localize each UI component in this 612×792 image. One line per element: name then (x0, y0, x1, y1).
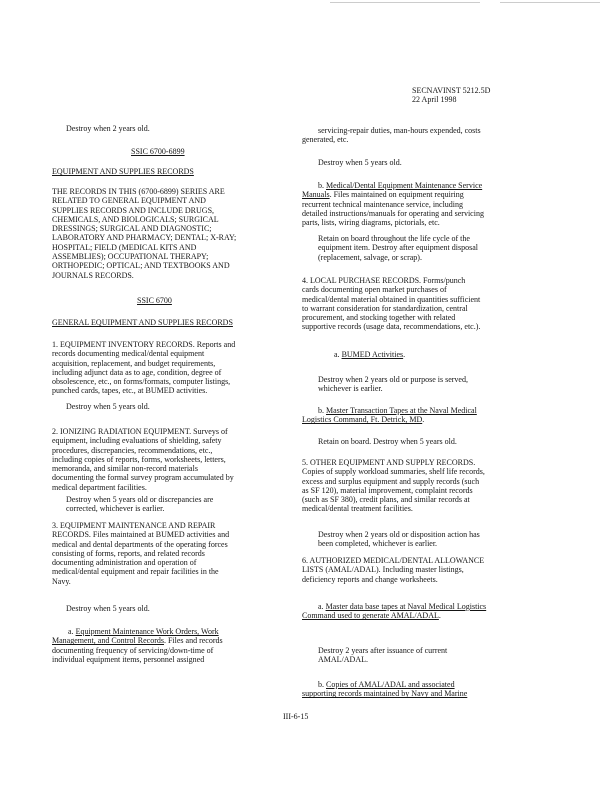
page-number: III-6-15 (283, 712, 309, 721)
underlined-text: supporting records maintained by Navy and Marine (302, 689, 468, 699)
underlined-text: Equipment Maintenance Work Orders, Work (75, 627, 219, 636)
text: a. (68, 627, 76, 636)
text-line (302, 495, 485, 504)
text-line (302, 565, 484, 574)
text: Copies of supply workload summaries, shelf life records, (302, 467, 485, 477)
text: (replacement, salvage, or scrap). (318, 252, 422, 262)
text: parts, lists, wiring diagrams, pictorials, etc. (302, 218, 440, 228)
text-line (302, 285, 480, 294)
text-line (52, 473, 234, 482)
disposition-text (66, 604, 150, 613)
text: LISTS (AMAL/ADAL). Including master listings, (302, 565, 464, 575)
underlined-text: Management, and Control Records (52, 636, 164, 646)
text-line (302, 689, 467, 698)
text: ASSEMBLIES); OCCUPATIONAL THERAPY; (52, 252, 209, 262)
text-line (52, 646, 223, 655)
text-line (302, 218, 484, 227)
underlined-text: BUMED Activities (341, 350, 404, 359)
series-description (52, 187, 236, 280)
text: documenting administration and operation of (52, 558, 197, 568)
text: Destroy when 5 years old. (66, 402, 150, 411)
text-line (52, 521, 229, 530)
item-6a (302, 602, 486, 621)
text: Navy. (52, 576, 71, 586)
text: SUPPLIES RECORDS AND INCLUDE DRUGS, (52, 205, 215, 215)
text: medical/dental equipment and repair facilities in the (52, 567, 219, 577)
text: . Files maintained on equipment requiring (329, 190, 464, 200)
text-line (52, 436, 234, 445)
disposition-text (66, 402, 150, 411)
underlined-text: EQUIPMENT AND SUPPLIES RECORDS (52, 167, 194, 176)
item-4 (302, 276, 480, 332)
item-4a (318, 350, 405, 359)
text: Destroy when 2 years old or purpose is served, (318, 375, 468, 384)
doc-date: 22 April 1998 (412, 95, 457, 105)
text-line (52, 243, 236, 252)
text-line (302, 190, 484, 199)
underlined-text: Master Transaction Tapes at the Naval Medical (326, 406, 477, 415)
text: 6. AUTHORIZED MEDICAL/DENTAL ALLOWANCE (302, 556, 485, 565)
text-line (52, 483, 234, 492)
text: AMAL/ADAL. (318, 655, 368, 665)
text: b. (318, 181, 326, 190)
text-line (52, 261, 236, 270)
text: . (438, 611, 441, 621)
text-line (52, 196, 236, 205)
text-line (318, 655, 447, 664)
text-line (52, 627, 223, 636)
text: including copies of reports, forms, worksheets, letters, (52, 454, 226, 464)
text-line (52, 271, 236, 280)
text-line (318, 530, 480, 539)
text-line (52, 349, 235, 358)
text: memoranda, and similar non-record materials (52, 464, 198, 474)
text: as SF 120), material improvement, complaint records (302, 485, 473, 495)
item-3a (52, 627, 223, 664)
item-5 (302, 458, 485, 514)
text: medical department facilities. (52, 482, 147, 492)
scan-edge-line (500, 2, 600, 3)
underlined-text: Master data base tapes at Naval Medical Logistics (325, 602, 487, 611)
text: procedures, discrepancies, recommendations, etc., (52, 445, 213, 455)
text: equipment, including evaluations of shielding, safety (52, 436, 222, 446)
text-line (52, 549, 229, 558)
text: recurrent technical maintenance service, including (302, 199, 464, 209)
underlined-text: SSIC 6700-6899 (131, 147, 185, 156)
underlined-text: Command used to generate AMAL/ADAL (302, 611, 439, 621)
text-line (318, 234, 478, 243)
section-code (131, 147, 185, 156)
text: been completed, whichever is earlier. (318, 539, 438, 549)
text-line (318, 253, 478, 262)
text: Retain on board throughout the life cycle of the (318, 234, 470, 243)
item-6 (302, 556, 484, 584)
text: ORTHOPEDIC; OPTICAL; AND TEXTBOOKS AND (52, 261, 230, 271)
underlined-text: Medical/Dental Equipment Maintenance Service (326, 181, 483, 190)
disposition-text (318, 158, 402, 167)
text: RECORDS. Files maintained at BUMED activities and (52, 530, 230, 540)
text-line (52, 187, 236, 196)
text-line (52, 359, 235, 368)
text-line (302, 458, 485, 467)
text: procurement, and stocking together with related (302, 313, 456, 323)
text: punched cards, tapes, etc., at BUMED activities. (52, 386, 208, 396)
text-line (302, 486, 485, 495)
text: documenting the formal survey program accumulated by (52, 473, 234, 483)
text: deficiency reports and change worksheets. (302, 574, 438, 584)
text: b. (318, 406, 326, 415)
text: a. (318, 602, 326, 611)
text: obsolescence, etc., on forms/formats, computer listings, (52, 377, 231, 387)
text-line (52, 655, 223, 664)
text-line (302, 504, 485, 513)
text: RELATED TO GENERAL EQUIPMENT AND (52, 196, 206, 206)
text: medical and dental departments of the operating forces (52, 539, 228, 549)
text-line (66, 604, 150, 613)
text-line (302, 209, 484, 218)
text: 1. EQUIPMENT INVENTORY RECORDS. Reports and (52, 340, 236, 349)
text: corrected, whichever is earlier. (66, 504, 165, 514)
text-line (52, 558, 229, 567)
text: Destroy when 5 years old. (318, 158, 402, 167)
text-line (52, 340, 235, 349)
underlined-text: SSIC 6700 (137, 296, 172, 305)
text-line (302, 200, 484, 209)
text-line (66, 402, 150, 411)
text: Destroy when 2 years old. (66, 124, 150, 133)
underlined-text: Logistics Command, Ft. Detrick, MD (302, 415, 423, 425)
text: THE RECORDS IN THIS (6700-6899) SERIES ARE (52, 187, 225, 196)
text: supportive records (usage data, recommendations, etc.). (302, 322, 481, 332)
text-line (52, 252, 236, 261)
text-line (302, 313, 480, 322)
text: generated, etc. (302, 135, 349, 145)
text: a. (334, 350, 342, 359)
text: 4. LOCAL PURCHASE RECORDS. Forms/punch (302, 276, 466, 285)
text: JOURNALS RECORDS. (52, 270, 134, 280)
text: detailed instructions/manuals for operating and servicing (302, 208, 484, 218)
text: medical/dental treatment facilities. (302, 504, 413, 514)
item-6b (302, 680, 467, 699)
text-line (52, 224, 236, 233)
text-line (52, 636, 223, 645)
text: individual equipment items, personnel assigned (52, 654, 205, 664)
text: whichever is earlier. (318, 384, 383, 394)
text-line (52, 464, 234, 473)
scan-edge-line (330, 2, 480, 3)
text-line (137, 296, 172, 305)
text: . (422, 415, 425, 425)
text-line (52, 427, 234, 436)
disposition-text (318, 646, 447, 665)
section-heading (52, 318, 233, 327)
text: HOSPITAL; FIELD (MEDICAL KITS AND (52, 242, 197, 252)
text: acquisition, replacement, and budget requirements, (52, 358, 216, 368)
text-line (318, 375, 468, 384)
text: excess and surplus equipment and supply records (such (302, 476, 480, 486)
document-header (412, 86, 490, 105)
text: including adjunct data as to age, condition, degree of (52, 367, 222, 377)
disposition-text (318, 530, 480, 549)
text-line (52, 530, 229, 539)
text-line (52, 386, 235, 395)
text-line (302, 611, 486, 620)
text: LABORATORY AND PHARMACY; DENTAL; X-RAY; (52, 233, 237, 243)
text-line (302, 575, 484, 584)
text-line (302, 415, 477, 424)
text: consisting of forms, reports, and related records (52, 548, 205, 558)
text-line (302, 135, 481, 144)
text-line (302, 680, 467, 689)
text: Destroy when 2 years old or disposition action has (318, 530, 480, 539)
item-3a-continued (302, 126, 481, 145)
doc-id: SECNAVINST 5212.5D (412, 86, 491, 95)
text-line (52, 446, 234, 455)
text-line (131, 147, 185, 156)
text: b. (318, 680, 326, 689)
text-line (52, 233, 236, 242)
text: 5. OTHER EQUIPMENT AND SUPPLY RECORDS. (302, 458, 476, 467)
text-line (318, 646, 447, 655)
text: Destroy 2 years after issuance of current (318, 646, 448, 655)
text-line (52, 206, 236, 215)
text-line (52, 577, 229, 586)
text-line (52, 215, 236, 224)
text-line (302, 126, 481, 135)
text-line (52, 540, 229, 549)
text: documenting frequency of servicing/down-time of (52, 645, 214, 655)
text-line (302, 602, 486, 611)
item-4b (302, 406, 477, 425)
item-1 (52, 340, 235, 396)
text-line (302, 295, 480, 304)
text-line (66, 124, 150, 133)
text-line (52, 377, 235, 386)
text-line (318, 539, 480, 548)
text-line (318, 243, 478, 252)
text-line (52, 167, 194, 176)
disposition-text (318, 234, 478, 262)
text-line (318, 437, 457, 446)
text-line (302, 406, 477, 415)
item-2 (52, 427, 234, 492)
text: 3. EQUIPMENT MAINTENANCE AND REPAIR (52, 521, 216, 530)
text-line (66, 495, 213, 504)
disposition-text (66, 124, 150, 133)
text-line (52, 455, 234, 464)
section-heading (52, 167, 194, 176)
text: to warrant consideration for standardization, central (302, 303, 468, 313)
text-line (302, 276, 480, 285)
text-line (302, 322, 480, 331)
text-line (302, 477, 485, 486)
text: cards documenting open market purchases of (302, 285, 447, 295)
text: . (403, 350, 406, 359)
text: . Files and records (163, 636, 223, 646)
text: medical/dental material obtained in quantities sufficient (302, 294, 481, 304)
text: equipment item. Destroy after equipment disposal (318, 243, 478, 253)
text: servicing-repair duties, man-hours expended, costs (318, 126, 481, 135)
disposition-text (318, 375, 468, 394)
text-line (318, 158, 402, 167)
disposition-text (66, 495, 213, 514)
text: CHEMICALS, AND BIOLOGICALS; SURGICAL (52, 214, 219, 224)
disposition-text (318, 437, 457, 446)
item-3b (302, 181, 484, 227)
text: Destroy when 5 years old or discrepancies are (66, 495, 214, 504)
text-line (302, 467, 485, 476)
underlined-text: GENERAL EQUIPMENT AND SUPPLIES RECORDS (52, 318, 233, 327)
text-line (302, 304, 480, 313)
text-line (302, 181, 484, 190)
item-3 (52, 521, 229, 586)
text: Retain on board. Destroy when 5 years old. (318, 437, 457, 446)
text-line (318, 350, 405, 359)
text-line (52, 318, 233, 327)
text-line (52, 368, 235, 377)
text: 2. IONIZING RADIATION EQUIPMENT. Surveys of (52, 427, 228, 436)
text-line (66, 504, 213, 513)
underlined-text: Copies of AMAL/ADAL and associated (326, 680, 455, 689)
text: records documenting medical/dental equipment (52, 349, 205, 359)
text-line (318, 384, 468, 393)
text: (such as SF 380), credit plans, and similar records at (302, 495, 470, 505)
section-code (137, 296, 172, 305)
text-line (302, 556, 484, 565)
underlined-text: Manuals (302, 190, 330, 200)
text: Destroy when 5 years old. (66, 604, 150, 613)
text-line (52, 567, 229, 576)
text: DRESSINGS; SURGICAL AND DIAGNOSTIC; (52, 224, 212, 234)
